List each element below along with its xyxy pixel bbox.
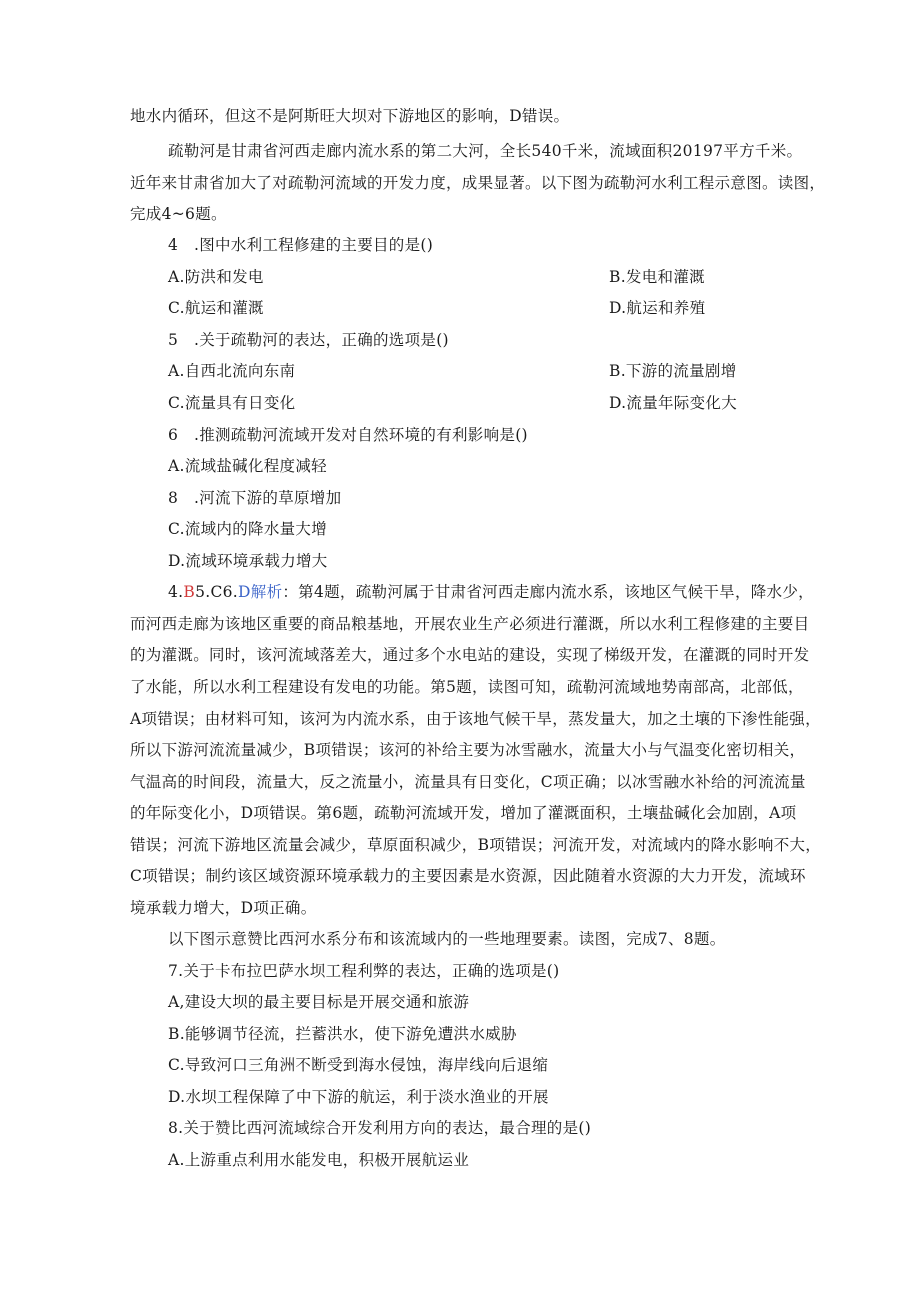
question-6-option-b: 8 .河流下游的草原增加 (168, 489, 342, 507)
question-6-stem: 6 .推测疏勒河流域开发对自然环境的有利影响是() (168, 426, 528, 444)
question-5-option-a: A.自西北流向东南 (168, 362, 296, 380)
answer-number-4: 4. (168, 583, 184, 601)
question-6-option-c: C.流域内的降水量大增 (168, 520, 328, 538)
question-5-option-d: D.流量年际变化大 (609, 394, 738, 412)
explanation-text-start: ：第4题，疏勒河属于甘肃省河西走廊内流水系，该地区气候干旱，降水少， (282, 583, 814, 601)
intro-paragraph-line-1: 疏勒河是甘肃省河西走廊内流水系的第二大河，全长540千米，流域面积20197平方千米。 (168, 142, 803, 160)
answer-explanation-line-10: C项错误；制约该区域资源环境承载力的主要因素是水资源，因此随着水资源的大力开发，流域环 (130, 867, 806, 885)
question-7-option-b: B.能够调节径流，拦蓄洪水，使下游免遭洪水威胁 (168, 1025, 517, 1043)
question-4-option-a: A.防洪和发电 (168, 268, 264, 286)
previous-answer-tail: 地水内循环，但这不是阿斯旺大坝对下游地区的影响，D错误。 (130, 107, 570, 125)
question-7-option-d: D.水坝工程保障了中下游的航运，利于淡水渔业的开展 (168, 1088, 549, 1106)
answer-4-key: B (183, 583, 196, 601)
answer-explanation-line-7: 气温高的时间段，流量大，反之流量小，流量具有日变化，C项正确；以冰雪融水补给的河流流量 (130, 773, 806, 791)
question-8-stem: 8.关于赞比西河流域综合开发利用方向的表达，最合理的是() (168, 1119, 592, 1137)
question-4-options-row-2 (168, 298, 706, 318)
question-5-options-row-1 (168, 361, 737, 381)
answer-explanation-line-4: 了水能，所以水利工程建设有发电的功能。第5题，读图可知，疏勒河流域地势南部高，北部低， (130, 678, 804, 696)
answer-explanation-line-8: 的年际变化小，D项错误。第6题，疏勒河流域开发，增加了灌溉面积，土壤盐碱化会加剧，A项 (130, 804, 797, 822)
question-7-stem: 7.关于卡布拉巴萨水坝工程利弊的表达，正确的选项是() (168, 962, 560, 980)
question-5-option-b: B.下游的流量剧增 (609, 362, 737, 380)
question-4-options-row-1 (168, 267, 705, 287)
question-6-option-d: D.流域环境承载力增大 (168, 552, 328, 570)
answer-explanation-line-3: 的为灌溉。同时，该河流域落差大，通过多个水电站的建设，实现了梯级开发，在灌溉的同时开发 (130, 646, 810, 664)
answer-explanation-line-1 (168, 582, 814, 602)
question-4-stem: 4 .图中水利工程修建的主要目的是() (168, 236, 434, 254)
intro-paragraph-2: 以下图示意赞比西河水系分布和该流域内的一些地理要素。读图，完成7、8题。 (168, 930, 726, 948)
question-4-option-d: D.航运和养殖 (609, 299, 706, 317)
question-4-option-c: C.航运和灌溉 (168, 299, 264, 317)
answer-explanation-line-2: 而河西走廊为该地区重要的商品粮基地，开展农业生产必须进行灌溉，所以水利工程修建的主要目 (130, 615, 810, 633)
intro-paragraph-line-3: 完成4~6题。 (130, 205, 227, 223)
answer-explanation-line-6: 所以下游河流流量减少，B项错误；该河的补给主要为冰雪融水，流量大小与气温变化密切相关， (130, 741, 806, 759)
question-6-option-a: A.流域盐碱化程度减轻 (168, 457, 327, 475)
answer-5-6-keys: 5.C6. (195, 583, 239, 601)
answer-explanation-line-11: 境承载力增大，D项正确。 (130, 899, 317, 917)
question-8-option-a: A.上游重点利用水能发电，积极开展航运业 (168, 1151, 470, 1169)
question-4-option-b: B.发电和灌溉 (609, 268, 705, 286)
intro-paragraph-line-2: 近年来甘肃省加大了对疏勒河流域的开发力度，成果显著。以下图为疏勒河水利工程示意图。读图， (130, 174, 826, 192)
question-5-stem: 5 .关于疏勒河的表达，正确的选项是() (168, 331, 449, 349)
question-5-options-row-2 (168, 393, 738, 413)
answer-explanation-line-9: 错误；河流下游地区流量会减少，草原面积减少，B项错误；河流开发，对流域内的降水影响不大， (130, 836, 822, 854)
question-7-option-a: A,建设大坝的最主要目标是开展交通和旅游 (168, 993, 470, 1011)
question-5-option-c: C.流量具有日变化 (168, 394, 296, 412)
explanation-label: 解析 (250, 583, 283, 601)
answer-explanation-line-5: A项错误；由材料可知，该河为内流水系，由于该地气候干旱，蒸发量大，加之土壤的下渗性能强， (130, 710, 821, 728)
question-7-option-c: C.导致河口三角洲不断受到海水侵蚀，海岸线向后退缩 (168, 1056, 549, 1074)
answer-6-key: D (238, 583, 251, 601)
